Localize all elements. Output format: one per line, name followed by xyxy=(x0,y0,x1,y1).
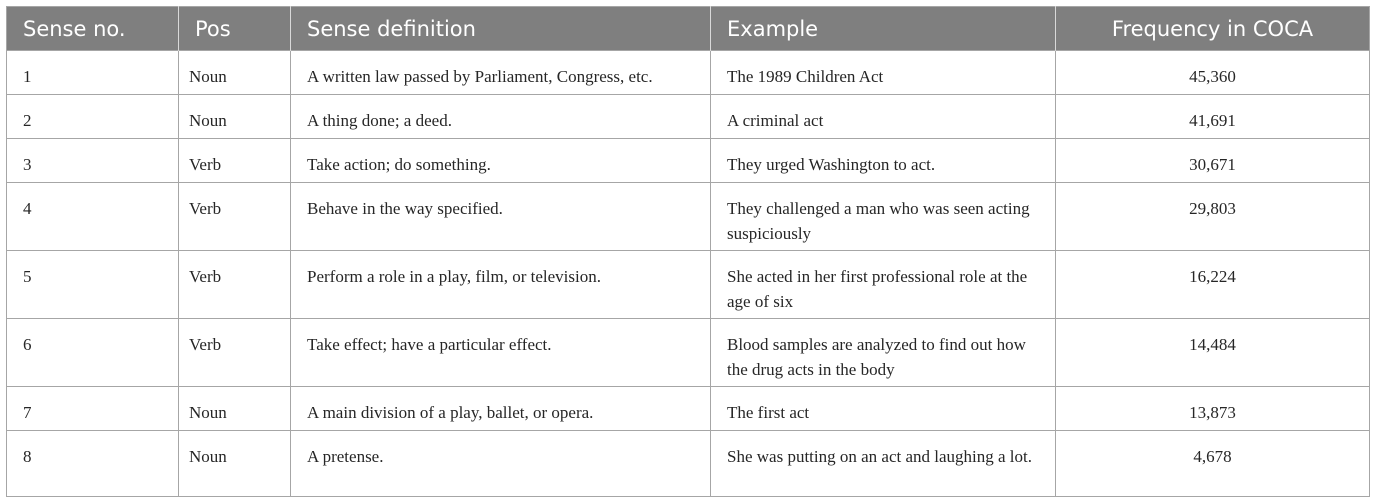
cell-frequency: 16,224 xyxy=(1056,251,1370,319)
header-sense-definition: Sense definition xyxy=(291,7,711,51)
cell-definition: A pretense. xyxy=(291,431,711,497)
cell-example: A criminal act xyxy=(711,95,1056,139)
cell-pos: Verb xyxy=(179,183,291,251)
cell-frequency: 4,678 xyxy=(1056,431,1370,497)
cell-pos: Verb xyxy=(179,319,291,387)
cell-pos: Noun xyxy=(179,387,291,431)
cell-definition: Perform a role in a play, film, or television. xyxy=(291,251,711,319)
table-row xyxy=(7,319,1370,387)
cell-definition: Behave in the way specified. xyxy=(291,183,711,251)
cell-sense-no: 3 xyxy=(7,139,179,183)
cell-sense-no: 7 xyxy=(7,387,179,431)
cell-sense-no: 4 xyxy=(7,183,179,251)
table-row xyxy=(7,139,1370,183)
cell-sense-no: 6 xyxy=(7,319,179,387)
table-row xyxy=(7,95,1370,139)
table-row xyxy=(7,51,1370,95)
table-row xyxy=(7,251,1370,319)
cell-example: They urged Washington to act. xyxy=(711,139,1056,183)
header-pos: Pos xyxy=(179,7,291,51)
header-example: Example xyxy=(711,7,1056,51)
cell-pos: Noun xyxy=(179,51,291,95)
cell-frequency: 30,671 xyxy=(1056,139,1370,183)
table-row xyxy=(7,387,1370,431)
header-frequency: Frequency in COCA xyxy=(1056,7,1370,51)
cell-definition: A written law passed by Parliament, Congress, etc. xyxy=(291,51,711,95)
cell-sense-no: 1 xyxy=(7,51,179,95)
table-row xyxy=(7,183,1370,251)
cell-pos: Noun xyxy=(179,431,291,497)
cell-frequency: 45,360 xyxy=(1056,51,1370,95)
cell-definition: Take effect; have a particular effect. xyxy=(291,319,711,387)
cell-sense-no: 8 xyxy=(7,431,179,497)
cell-example: Blood samples are analyzed to find out how the drug acts in the body xyxy=(711,319,1056,387)
header-sense-no: Sense no. xyxy=(7,7,179,51)
cell-definition: Take action; do something. xyxy=(291,139,711,183)
cell-frequency: 13,873 xyxy=(1056,387,1370,431)
cell-sense-no: 5 xyxy=(7,251,179,319)
cell-pos: Noun xyxy=(179,95,291,139)
cell-pos: Verb xyxy=(179,251,291,319)
cell-sense-no: 2 xyxy=(7,95,179,139)
sense-table xyxy=(6,6,1370,497)
cell-definition: A main division of a play, ballet, or opera. xyxy=(291,387,711,431)
cell-frequency: 29,803 xyxy=(1056,183,1370,251)
cell-example: The 1989 Children Act xyxy=(711,51,1056,95)
table-header-row xyxy=(7,7,1370,51)
cell-example: She acted in her first professional role at the age of six xyxy=(711,251,1056,319)
cell-definition: A thing done; a deed. xyxy=(291,95,711,139)
cell-frequency: 41,691 xyxy=(1056,95,1370,139)
table-row xyxy=(7,431,1370,497)
cell-example: She was putting on an act and laughing a lot. xyxy=(711,431,1056,497)
cell-pos: Verb xyxy=(179,139,291,183)
cell-example: The first act xyxy=(711,387,1056,431)
cell-example: They challenged a man who was seen acting suspiciously xyxy=(711,183,1056,251)
cell-frequency: 14,484 xyxy=(1056,319,1370,387)
